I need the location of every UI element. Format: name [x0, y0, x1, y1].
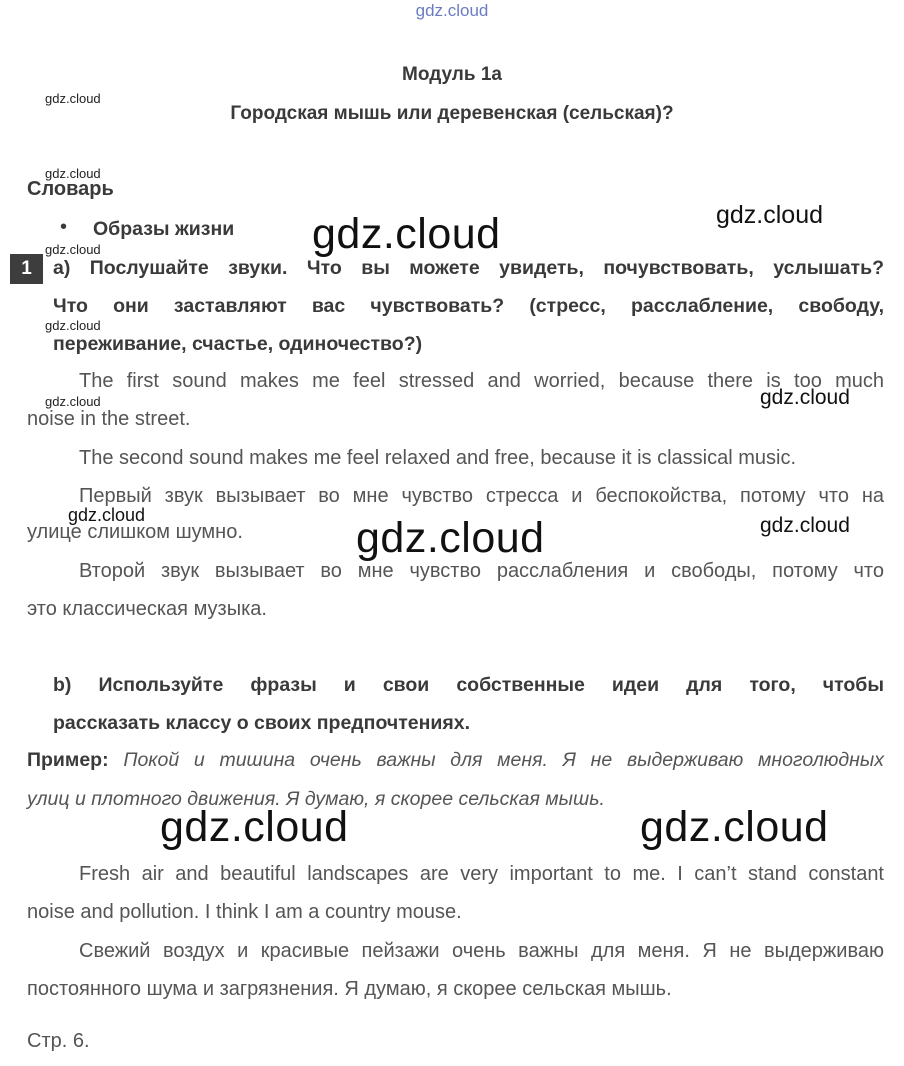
answer-en-2: The second sound makes me feel relaxed and free, because it is classical music. — [79, 447, 797, 469]
watermark: gdz.cloud — [45, 166, 101, 181]
vocab-heading: Словарь — [27, 178, 114, 200]
example-line — [27, 749, 884, 772]
task-b-line: b) Используйте фразы и свои собственные идеи для того, чтобы — [53, 674, 884, 696]
page-number: Стр. 6. — [27, 1030, 90, 1052]
task-a-line: переживание, счастье, одиночество?) — [53, 333, 423, 355]
site-link-top[interactable]: gdz.cloud — [415, 1, 489, 20]
answer-ru-3: Свежий воздух и красивые пейзажи очень важны для меня. Я не выдерживаю — [79, 940, 884, 962]
example-text: Покой и тишина очень важны для меня. Я не выдерживаю многолюдных — [123, 749, 884, 771]
watermark: gdz.cloud — [312, 210, 501, 258]
answer-ru-2-cont: это классическая музыка. — [27, 598, 267, 620]
lesson-title: Городская мышь или деревенская (сельская)? — [230, 103, 674, 124]
task-b-line: рассказать классу о своих предпочтениях. — [53, 712, 471, 734]
answer-ru-1: Первый звук вызывает во мне чувство стресса и беспокойства, потому что на — [79, 485, 884, 507]
task-number-badge: 1 — [10, 254, 43, 284]
watermark: gdz.cloud — [356, 514, 545, 562]
answer-en-3: Fresh air and beautiful landscapes are very important to me. I can’t stand constant — [79, 863, 884, 885]
bullet-dot-icon: • — [60, 216, 68, 238]
answer-ru-2: Второй звук вызывает во мне чувство расслабления и свободы, потому что — [79, 560, 884, 582]
answer-ru-1-cont: улице слишком шумно. — [27, 521, 243, 543]
watermark: gdz.cloud — [760, 386, 850, 409]
example-line-cont: улиц и плотного движения. Я думаю, я скорее сельская мышь. — [27, 788, 605, 810]
module-title: Модуль 1a — [402, 64, 502, 85]
task-a-line: a) Послушайте звуки. Что вы можете увидеть, почувствовать, услышать? — [53, 257, 884, 279]
vocab-bullet: Образы жизни — [93, 218, 235, 240]
answer-en-1: The first sound makes me feel stressed and worried, because there is too much — [79, 370, 884, 392]
watermark: gdz.cloud — [45, 242, 101, 257]
task-a-line: Что они заставляют вас чувствовать? (стресс, расслабление, свободу, — [53, 295, 884, 317]
example-label: Пример: — [27, 749, 109, 771]
watermark: gdz.cloud — [640, 803, 829, 851]
answer-en-3-cont: noise and pollution. I think I am a country mouse. — [27, 901, 462, 923]
watermark: gdz.cloud — [45, 394, 101, 409]
watermark: gdz.cloud — [45, 318, 101, 333]
watermark: gdz.cloud — [45, 91, 101, 106]
watermark: gdz.cloud — [68, 505, 146, 525]
watermark: gdz.cloud — [716, 201, 824, 229]
watermark: gdz.cloud — [760, 514, 850, 537]
answer-en-1-cont: noise in the street. — [27, 408, 191, 430]
watermark: gdz.cloud — [160, 803, 349, 851]
answer-ru-3-cont: постоянного шума и загрязнения. Я думаю, я скорее сельская мышь. — [27, 978, 672, 1000]
